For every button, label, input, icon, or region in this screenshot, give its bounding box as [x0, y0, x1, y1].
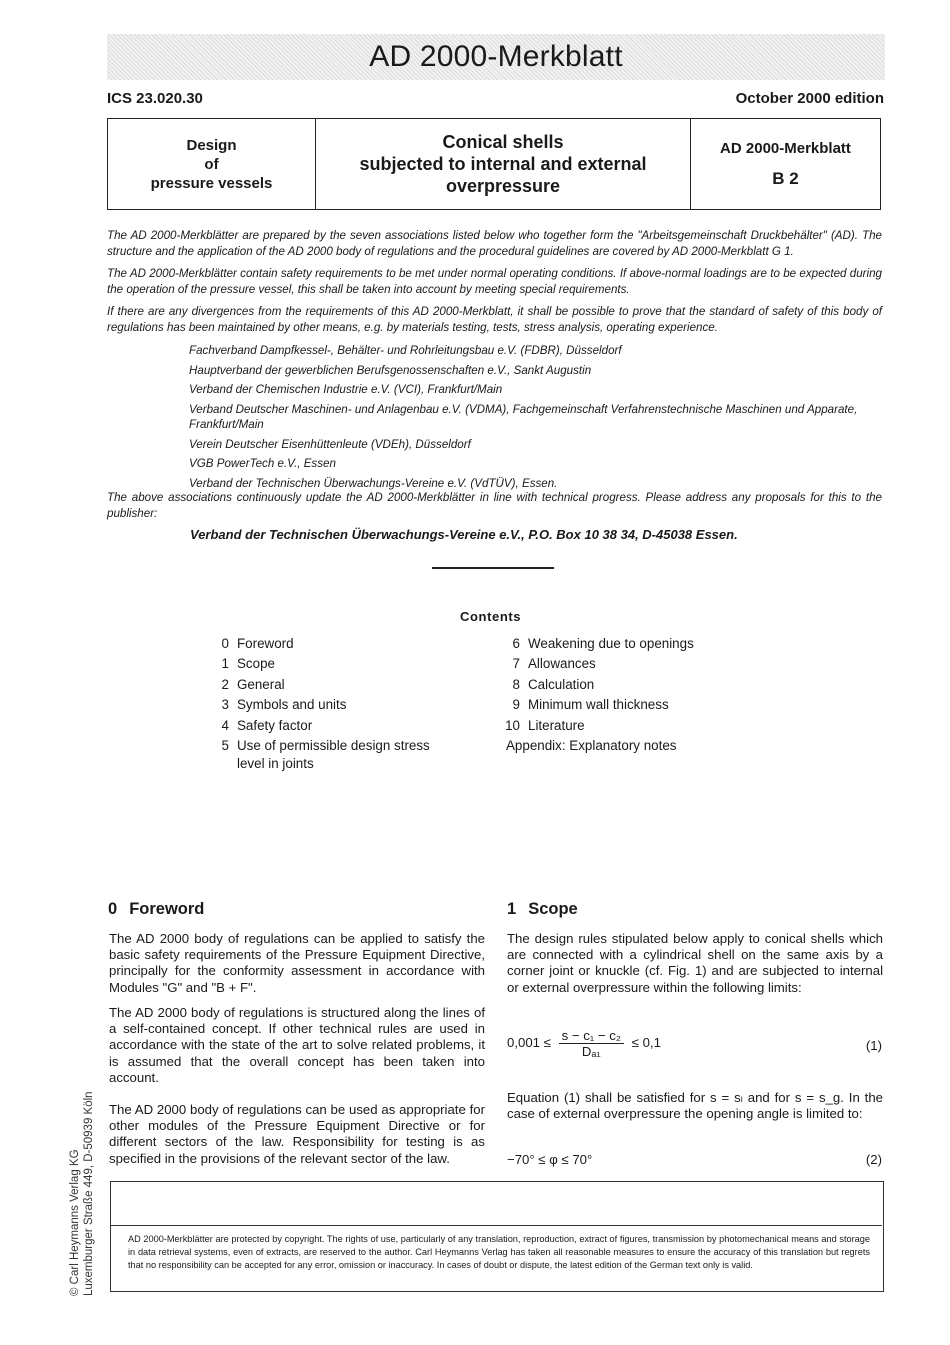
- equation-2: −70° ≤ φ ≤ 70°: [507, 1152, 593, 1167]
- association-item: Fachverband Dampfkessel-, Behälter- und Rohrleitungsbau e.V. (FDBR), Düsseldorf: [189, 344, 622, 357]
- scope-heading: 1 Scope: [507, 900, 578, 918]
- associations-list: [189, 343, 879, 495]
- association-item: Verband Deutscher Maschinen- und Anlagenbau e.V. (VDMA), Fachgemeinschaft Verfahrenstechnische Maschinen und Apparate, Frankfurt/Main: [189, 402, 858, 431]
- contents-item[interactable]: 10 Literature: [505, 717, 585, 733]
- scope-paragraph-1: The design rules stipulated below apply to conical shells which are connected with a cylindrical shell on the same axis by a corner joint or knuckle (cf. Fig. 1) and are subjected to internal or external overpressure within the following limits:: [507, 931, 883, 995]
- foreword-paragraph-3: The AD 2000 body of regulations can be used as appropriate for other modules of the Pressure Equipment Directive or for different sectors of the law. Responsibility for testing is as specified in the provisions of the relevant sector of the law.: [109, 1102, 485, 1166]
- section-divider: [432, 567, 554, 569]
- scope-paragraph-2: Equation (1) shall be satisfied for s = sₗ and for s = s_g. In the case of external overpressure the opening angle is limited to:: [507, 1090, 883, 1122]
- edition-date: October 2000 edition: [735, 90, 884, 107]
- contents-appendix[interactable]: Appendix: Explanatory notes: [506, 738, 677, 754]
- association-item: Verein Deutscher Eisenhüttenleute (VDEh), Düsseldorf: [189, 437, 471, 451]
- contents-item[interactable]: 5 Use of permissible design stress level in joints: [221, 738, 430, 771]
- title-box-category: Design of pressure vessels: [108, 119, 316, 209]
- contents-item[interactable]: 0 Foreword: [221, 636, 294, 651]
- equation-1-number: (1): [865, 1038, 882, 1053]
- equation-1: 0,001 ≤ $\frac{\text{s − c₁ − c₂}}{\text{Dₐ₁}}$ ≤ 0,1: [507, 1028, 661, 1059]
- banner-title: AD 2000-Merkblatt: [369, 40, 623, 73]
- title-box-code: AD 2000-Merkblatt B 2: [720, 139, 851, 188]
- contents-right-column: [500, 634, 740, 756]
- contents-item[interactable]: 1 Scope: [221, 656, 275, 672]
- equation-1-fraction: $\frac{\text{s − c₁ − c₂}}{\text{Dₐ₁}}$: [559, 1028, 624, 1059]
- intro-paragraph-2: The AD 2000-Merkblätter contain safety requirements to be met under normal operating conditions. If above-normal loadings are to be expected during the operation of the pressure vessel, this shall be taken into account by meeting special requirements.: [107, 267, 882, 296]
- copyright-box-divider: [110, 1225, 882, 1226]
- ics-code: ICS 23.020.30: [107, 90, 203, 107]
- association-item: Verband der Chemischen Industrie e.V. (VCI), Frankfurt/Main: [189, 383, 503, 396]
- contents-item[interactable]: 3 Symbols and units: [221, 697, 347, 713]
- association-item: VGB PowerTech e.V., Essen: [189, 457, 336, 470]
- contents-item[interactable]: 4 Safety factor: [221, 717, 313, 733]
- copyright-notice: AD 2000-Merkblätter are protected by copyright. The rights of use, particularly of any translation, reproduction, extract of figures, transmission by photomechanical means and storage in data retrieval systems, even of extracts, are reserved to the author. Carl Heymanns Verlag has taken all reasonable measures to ensure the accuracy of this translation but regrets that no responsibility can be accepted for any error, omission or inaccuracy. In cases of doubt or dispute, the latest edition of the German text only is valid.: [128, 1234, 870, 1271]
- foreword-paragraph-2: The AD 2000 body of regulations is structured along the lines of a self-contained concept. If other technical rules are used in accordance with the state of the art to solve related problems, it is assumed that the overall concept has been taken into account.: [109, 1005, 485, 1085]
- intro-paragraph-3: If there are any divergences from the requirements of this AD 2000-Merkblatt, it shall be possible to prove that the standard of safety of this body of regulations has been maintained by other means, e.g. by materials testing, tests, stress analysis, operating experience.: [107, 305, 882, 334]
- title-banner: [107, 34, 885, 80]
- foreword-heading: 0 Foreword: [108, 900, 205, 918]
- foreword-paragraph-1: The AD 2000 body of regulations can be applied to satisfy the basic safety requirements of the Pressure Equipment Directive, principally for the conformity assessment in accordance with Modules "G" and "B + F".: [109, 931, 485, 995]
- intro-paragraph-1: The AD 2000-Merkblätter are prepared by the seven associations listed below who together form the "Arbeitsgemeinschaft Druckbehälter" (AD). The structure and the application of the AD 2000 body of regulations and the procedural guidelines are covered by AD 2000-Merkblatt G 1.: [107, 229, 882, 258]
- contents-item[interactable]: 6 Weakening due to openings: [512, 636, 694, 651]
- contents-item[interactable]: 8 Calculation: [512, 676, 595, 692]
- contents-item[interactable]: 9 Minimum wall thickness: [512, 697, 669, 713]
- contents-item[interactable]: 7 Allowances: [512, 656, 596, 672]
- title-box: [107, 118, 881, 210]
- title-box-subject: Conical shells subjected to internal and external overpressure: [316, 119, 691, 209]
- association-item: Hauptverband der gewerblichen Berufsgenossenschaften e.V., Sankt Augustin: [189, 363, 592, 377]
- publisher-address: Verband der Technischen Überwachungs-Vereine e.V., P.O. Box 10 38 34, D-45038 Essen.: [190, 527, 738, 542]
- contents-item[interactable]: 2 General: [221, 676, 285, 692]
- association-item: Verband der Technischen Überwachungs-Vereine e.V. (VdTÜV), Essen.: [189, 476, 558, 490]
- contents-left-column: [213, 634, 433, 772]
- contents-heading: Contents: [460, 609, 522, 624]
- update-note: The above associations continuously update the AD 2000-Merkblätter in line with technical progress. Please address any proposals for this to the publisher:: [107, 491, 882, 520]
- publisher-sidebar: © Carl Heymanns Verlag KG Luxemburger Straße 449, D-50939 Köln: [69, 1091, 95, 1296]
- equation-2-number: (2): [865, 1152, 882, 1167]
